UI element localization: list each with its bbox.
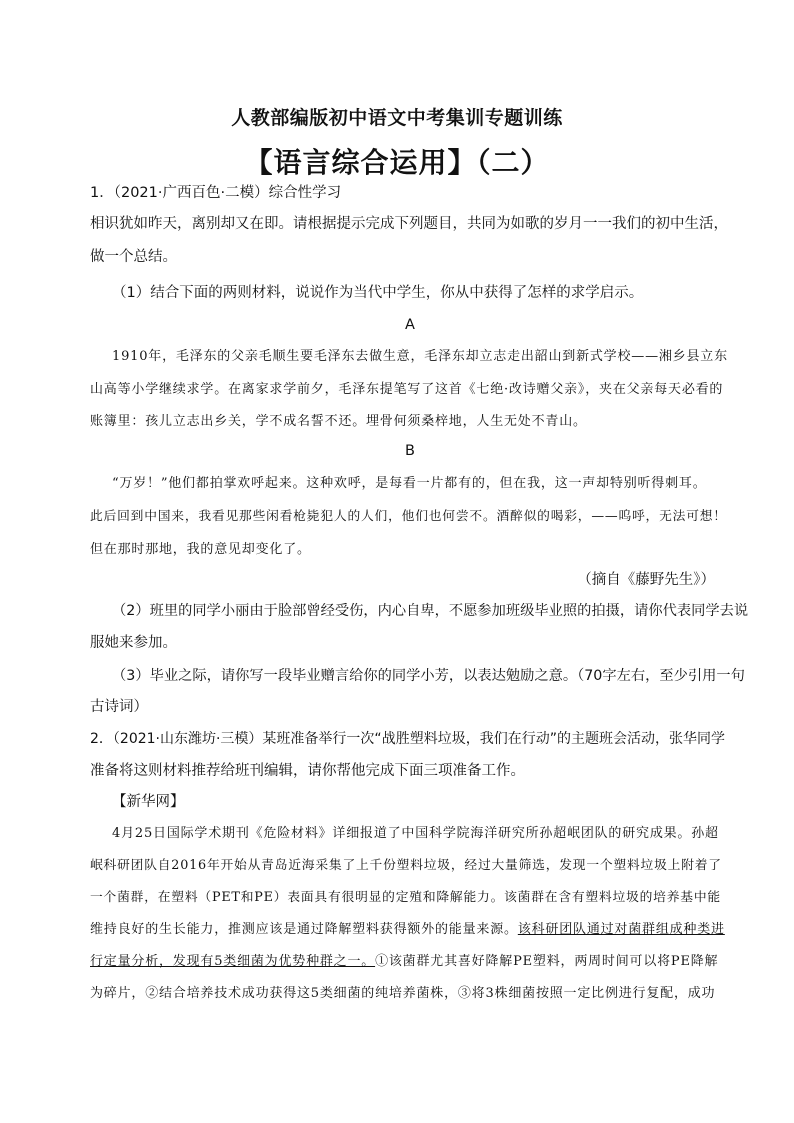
document-title: 人教部编版初中语文中考集训专题训练 — [231, 107, 563, 129]
q1-part-3-line-1: （3）毕业之际，请你写一段毕业赠言给你的同学小芳，以表达勉励之意。（70字左右，至少引用一句 — [112, 668, 745, 684]
material-b-line-1: “万岁！”他们都拍掌欢呼起来。这种欢呼，是每看一片都有的，但在我，这一声却特别听得刺耳。 — [112, 476, 707, 491]
q1-part-3-line-2: 古诗词） — [90, 699, 148, 715]
material-a-line-3: 账簿里：孩儿立志出乡关，学不成名誓不还。埋骨何须桑梓地，人生无处不青山。 — [90, 414, 587, 429]
q2-heading-line-2: 准备将这则材料推荐给班刊编辑，请你帮他完成下面三项准备工作。 — [90, 763, 525, 779]
material-b-line-2: 此后回到中国来，我看见那些闲看枪毙犯人的人们，他们也何尝不。酒醉似的喝彩，——呜呼，无法可想！ — [90, 509, 727, 524]
q2-passage-line-6: 为碎片，②结合培养技术成功获得这5类细菌的纯培养菌株，③将3株细菌按照一定比例进行复配，成功 — [90, 986, 716, 1001]
q1-part-2-line-2: 服她来参加。 — [90, 635, 177, 651]
q2-passage-line-5-underlined: 行定量分析，发现有5类细菌为优势种群之一。 — [90, 954, 376, 969]
material-a-line-1: 1910年，毛泽东的父亲毛顺生要毛泽东去做生意，毛泽东却立志走出韶山到新式学校——湘乡县立东 — [112, 349, 728, 364]
material-a-line-2: 山高等小学继续求学。在离家求学前夕，毛泽东提笔写了这首《七绝·改诗赠父亲》，夹在父亲每天必看的 — [90, 382, 724, 397]
q1-heading: 1．（2021·广西百色·二模）综合性学习 — [90, 185, 342, 201]
q2-passage-line-4-text: 维持良好的生长能力，推测应该是通过降解塑料获得额外的能量来源。 — [90, 922, 518, 937]
material-a-label: A — [405, 317, 415, 333]
q1-intro-line-1: 相识犹如昨天，离别却又在即。请根据提示完成下列题目，共同为如歌的岁月一一我们的初中生活， — [90, 216, 728, 232]
material-b-label: B — [405, 443, 415, 459]
q1-intro-line-2: 做一个总结。 — [90, 249, 177, 265]
q2-passage-line-5-text: ①该菌群尤其喜好降解PE塑料，两周时间可以将PE降解 — [375, 954, 719, 969]
q2-passage-line-4-underlined: 该科研团队通过对菌群组成种类进 — [517, 922, 725, 937]
q2-heading-line-1: 2．（2021·山东潍坊·三模）某班准备举行一次“战胜塑料垃圾，我们在行动”的主题班会活动，张华同学 — [90, 731, 725, 747]
material-source: （摘自《藤野先生》） — [577, 572, 715, 588]
q2-passage-line-5 — [90, 952, 730, 972]
material-b-line-3: 但在那时那地，我的意见却变化了。 — [90, 542, 311, 557]
q2-passage-line-4 — [90, 920, 730, 940]
q1-part-2-line-1: （2）班里的同学小丽由于脸部曾经受伤，内心自卑，不愿参加班级毕业照的拍摄，请你代表同学去说 — [112, 603, 749, 619]
q2-source-tag: 【新华网】 — [112, 794, 185, 810]
document-subtitle: 【语言综合运用】（二） — [244, 146, 550, 179]
q1-part-1: （1）结合下面的两则材料，说说作为当代中学生，你从中获得了怎样的求学启示。 — [112, 285, 644, 301]
q2-passage-line-2: 岷科研团队自2016年开始从青岛近海采集了上千份塑料垃圾，经过大量筛选，发现一个塑料垃圾上附着了 — [90, 858, 722, 873]
q2-passage-line-1: 4月25日国际学术期刊《危险材料》详细报道了中国科学院海洋研究所孙超岷团队的研究成果。孙超 — [112, 826, 719, 841]
q2-passage-line-3: 一个菌群，在塑料（PET和PE）表面具有很明显的定殖和降解能力。该菌群在含有塑料垃圾的培养基中能 — [90, 890, 721, 905]
